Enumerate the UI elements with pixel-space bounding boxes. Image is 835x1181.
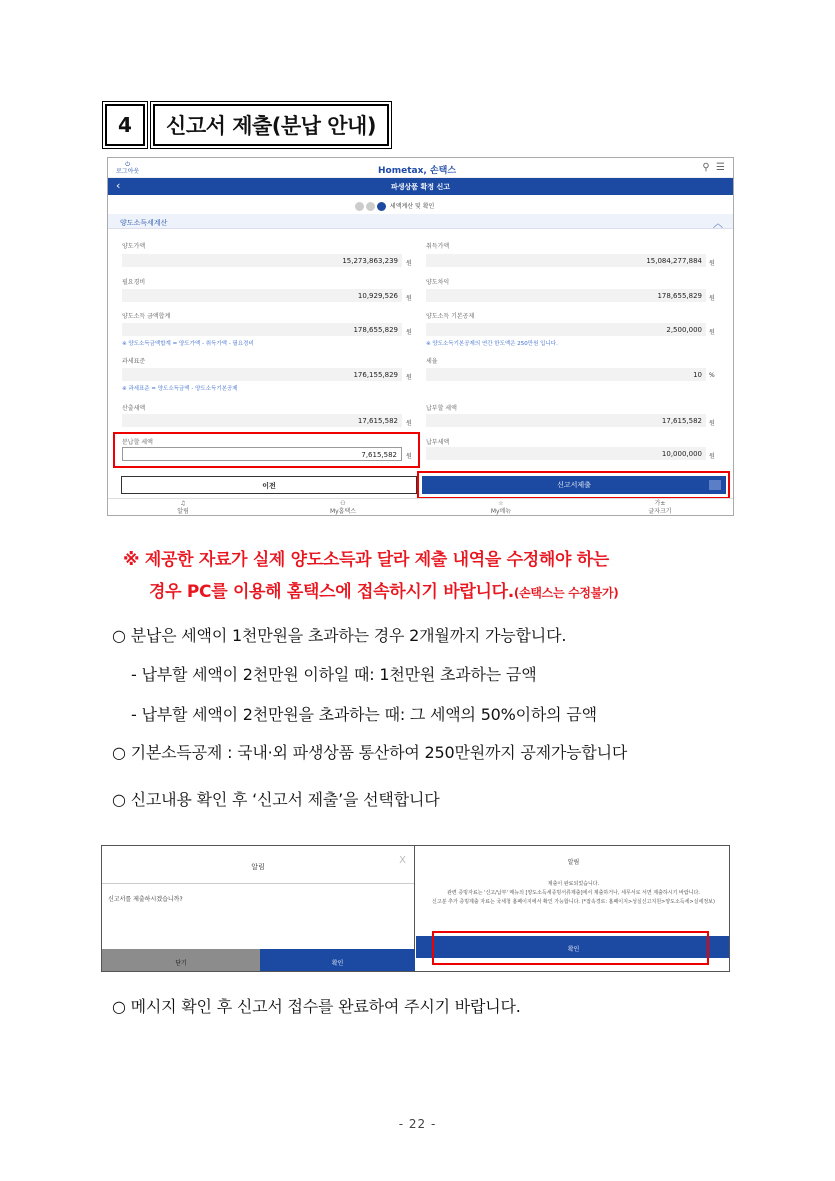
bullet-basic-deduction: ○ 기본소득공제 : 국내·외 파생상품 통산하여 250만원까지 공제가능합니다 <box>112 743 628 762</box>
gain-label: 양도차익 <box>426 279 450 286</box>
unit-won: 원 <box>406 295 412 302</box>
star-icon: ☆ <box>498 500 504 507</box>
installment-label: 분납할 세액 <box>122 439 153 446</box>
calc-tax-label: 산출세액 <box>122 405 146 412</box>
unit-won: 원 <box>406 329 412 336</box>
expense-label: 필요경비 <box>122 279 146 286</box>
bottom-tab-bar <box>108 498 733 516</box>
complete-ok-button[interactable]: 확인 <box>416 936 730 958</box>
panel-title: 양도소득세계산 <box>120 219 168 227</box>
step-indicator <box>355 201 434 211</box>
complete-dialog-message <box>422 880 725 907</box>
dialog-ok-button[interactable]: 확인 <box>260 949 415 972</box>
notice-line-2-small: (손택스는 수정불가) <box>513 586 619 600</box>
step-dot-2 <box>366 202 375 211</box>
search-icon[interactable]: ⚲ <box>702 162 710 173</box>
unit-won: 원 <box>709 453 715 460</box>
tab-my-hometax-label: My홈택스 <box>329 508 357 515</box>
close-icon[interactable]: X <box>399 855 406 866</box>
submit-button[interactable] <box>422 476 726 494</box>
unit-won: 원 <box>406 420 412 427</box>
tab-alert[interactable] <box>153 500 213 516</box>
corner-square <box>709 480 721 490</box>
expense-value: 10,929,526 <box>122 289 402 302</box>
step-dot-1 <box>355 202 364 211</box>
chevron-up-icon[interactable]: ︿ <box>713 219 723 230</box>
acquisition-price-label: 취득가액 <box>426 243 450 250</box>
installment-input[interactable]: 7,615,582 <box>122 447 402 461</box>
font-size-icon: 가± <box>654 500 666 507</box>
tab-alert-label: 알림 <box>177 508 189 515</box>
unit-won: 원 <box>406 374 412 381</box>
tab-my-hometax[interactable] <box>313 500 373 516</box>
complete-msg-3: 신고분 추가 증빙제출 자료는 국세청 홈페이지에서 확인 가능합니다. (*접속경로: 홈페이지>성실신고지원>양도소득세>실세정보) <box>432 899 715 905</box>
bullet-installment-b: - 납부할 세액이 2천만원을 초과하는 때: 그 세액의 50%이하의 금액 <box>131 705 597 724</box>
ok-highlight <box>432 931 709 965</box>
tax-rate-value: 10 <box>426 368 706 381</box>
tax-base-label: 과세표준 <box>122 358 146 365</box>
complete-dialog-title: 알림 <box>567 859 580 866</box>
basic-deduction-value: 2,500,000 <box>426 323 706 336</box>
tab-my-menu[interactable] <box>471 500 531 516</box>
calc-tax-value: 17,615,582 <box>122 414 402 427</box>
confirm-dialog-message: 신고서를 제출하시겠습니까? <box>108 896 183 903</box>
complete-msg-1: 제출이 완료되었습니다. <box>547 881 600 887</box>
page-number: - 22 - <box>398 1117 437 1131</box>
acquisition-price-value: 15,084,277,884 <box>426 254 706 267</box>
tax-base-value: 176,155,829 <box>122 368 402 381</box>
menu-icon[interactable]: ☰ <box>716 162 725 173</box>
panel-header[interactable] <box>108 214 733 229</box>
income-sum-note: ※ 양도소득금액합계 = 양도가액 - 취득가액 - 필요경비 <box>122 341 254 347</box>
basic-deduction-label: 양도소득 기본공제 <box>426 313 475 320</box>
bell-icon: ♫ <box>180 500 186 507</box>
power-icon: ⏻ <box>125 161 130 168</box>
section-title: 신고서 제출(분납 안내) <box>153 104 389 146</box>
complete-msg-2: 관련 증빙자료는 '신고/납부' 메뉴의 [양도소득세증빙서류제출]에서 제출하거나, 세무서로 서면 제출하시기 바랍니다. <box>447 890 700 896</box>
notice-line-1: ※ 제공한 자료가 실제 양도소득과 달라 제출 내역을 수정해야 하는 <box>123 550 609 570</box>
unit-won: 원 <box>406 453 412 460</box>
tab-my-menu-label: My메뉴 <box>490 508 512 515</box>
income-sum-value: 178,655,829 <box>122 323 402 336</box>
top-bar <box>108 158 733 178</box>
unit-percent: % <box>709 372 715 379</box>
payable-tax-value: 17,615,582 <box>426 414 706 427</box>
logout-button[interactable] <box>116 161 139 175</box>
unit-won: 원 <box>709 260 715 267</box>
bullet-installment: ○ 분납은 세액이 1천만원을 초과하는 경우 2개월까지 가능합니다. <box>112 626 567 645</box>
red-notice <box>123 544 743 609</box>
unit-won: 원 <box>709 295 715 302</box>
bullet-installment-a: - 납부할 세액이 2천만원 이하일 때: 1천만원 초과하는 금액 <box>131 665 537 684</box>
nav-title: 파생상품 확정 신고 <box>391 183 450 191</box>
unit-won: 원 <box>406 260 412 267</box>
step-dot-3 <box>377 202 386 211</box>
nav-bar <box>108 178 733 195</box>
section-number: 4 <box>105 104 145 146</box>
unit-won: 원 <box>709 420 715 427</box>
confirm-dialog <box>102 846 415 972</box>
unit-won: 원 <box>709 329 715 336</box>
income-sum-label: 양도소득 금액합계 <box>122 313 171 320</box>
dialog-screenshots <box>101 845 730 972</box>
confirm-dialog-title: 알림 <box>251 863 265 871</box>
step-label: 세액계산 및 확인 <box>389 203 435 210</box>
logout-label: 로그아웃 <box>116 168 140 175</box>
top-icons <box>702 162 725 173</box>
basic-deduction-note: ※ 양도소득기본공제의 연간 한도액은 250만원 입니다. <box>426 341 558 347</box>
hometax-logo: Hometax, 손택스 <box>378 166 457 176</box>
prev-button[interactable]: 이전 <box>121 476 417 494</box>
submit-label: 신고서제출 <box>557 481 591 489</box>
pay-now-label: 납부세액 <box>426 439 450 446</box>
pay-now-value: 10,000,000 <box>426 447 706 460</box>
dialog-close-button[interactable]: 닫기 <box>102 949 260 972</box>
confirm-dialog-header <box>102 846 414 884</box>
hometax-mobile-screenshot <box>107 157 734 516</box>
complete-dialog <box>416 846 730 972</box>
tab-font-size-label: 글자크기 <box>648 508 672 515</box>
gain-value: 178,655,829 <box>426 289 706 302</box>
tab-font-size[interactable] <box>630 500 690 516</box>
transfer-price-label: 양도가액 <box>122 243 146 250</box>
bullet-finish: ○ 메시지 확인 후 신고서 접수를 완료하여 주시기 바랍니다. <box>112 997 521 1016</box>
notice-line-2-text: 경우 PC를 이용해 홈택스에 접속하시기 바랍니다. <box>149 582 514 602</box>
notice-line-2 <box>123 576 743 609</box>
tax-rate-label: 세율 <box>426 358 438 365</box>
person-icon: ⚇ <box>340 500 346 507</box>
back-icon[interactable]: ‹ <box>116 179 121 192</box>
transfer-price-value: 15,273,863,239 <box>122 254 402 267</box>
tax-base-note: ※ 과세표준 = 양도소득금액 - 양도소득기본공제 <box>122 386 238 392</box>
payable-tax-label: 납부할 세액 <box>426 405 457 412</box>
bullet-check-submit: ○ 신고내용 확인 후 ‘신고서 제출’을 선택합니다 <box>112 790 440 809</box>
